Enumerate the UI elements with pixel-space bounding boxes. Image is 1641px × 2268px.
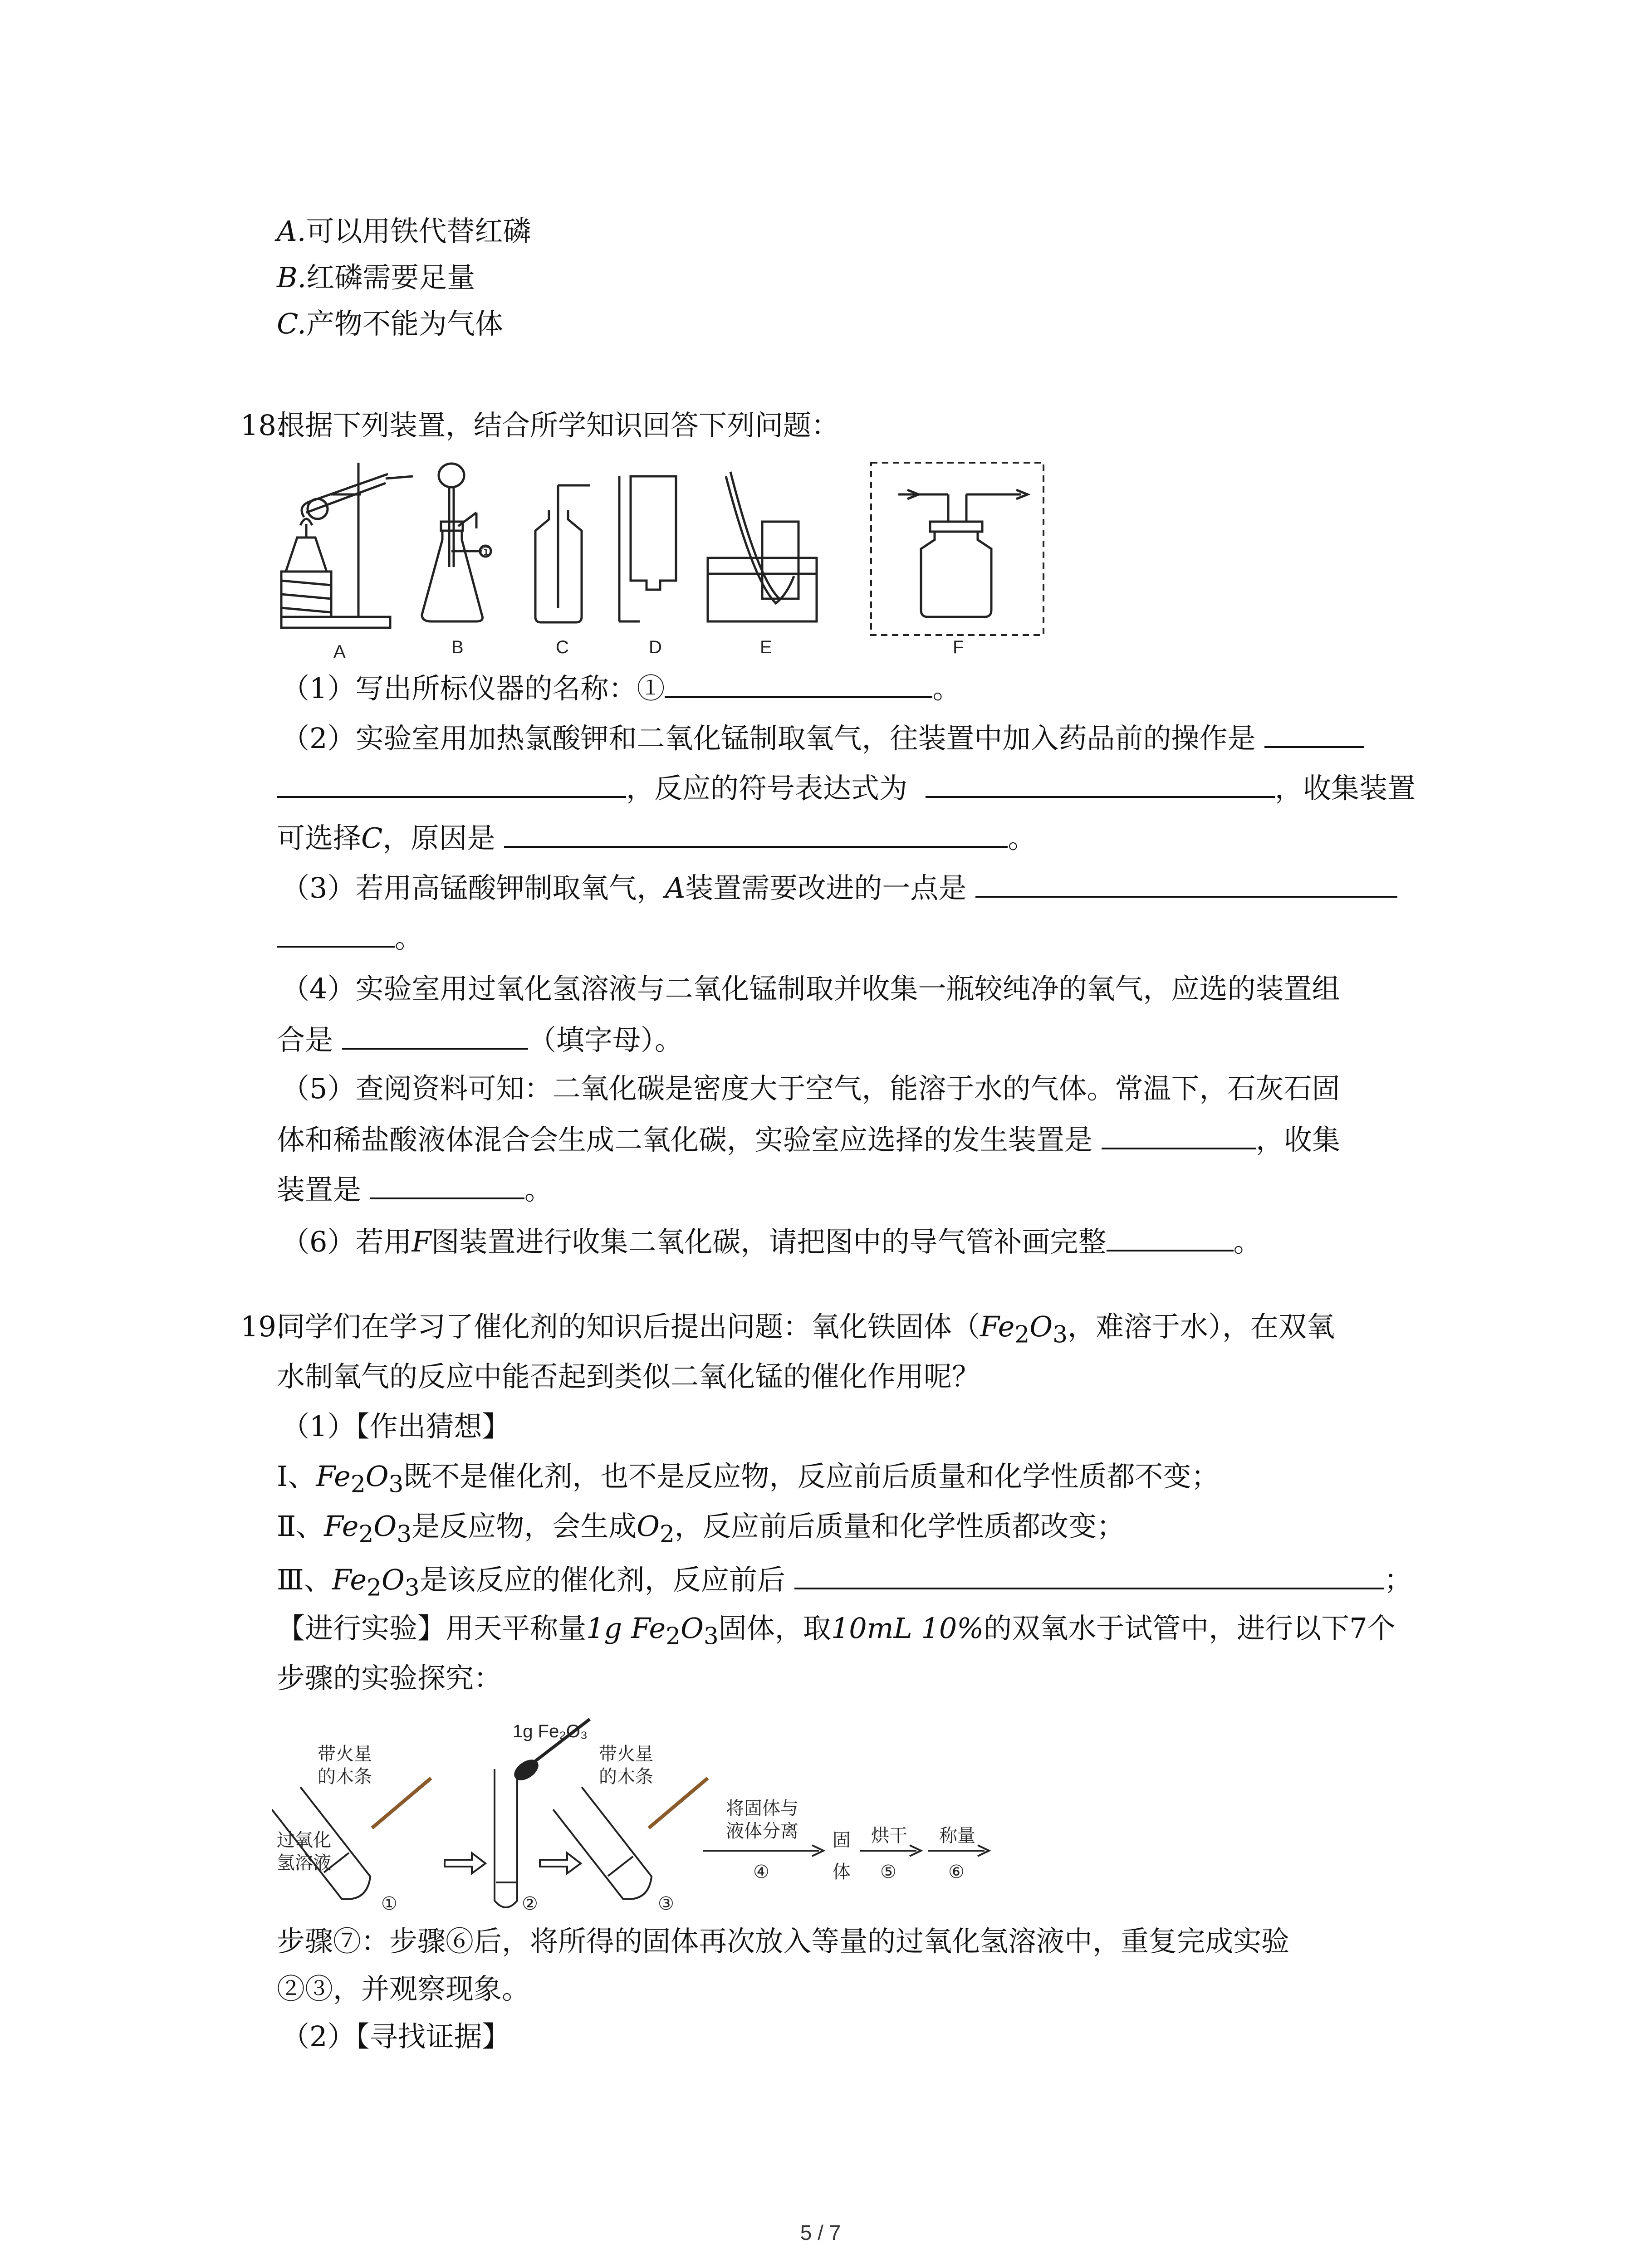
q18-part5-line2: 体和稀盐酸液体混合会生成二氧化碳，实验室应选择的发生装置是 ，收集 [277, 1120, 1340, 1158]
experiment-line1: 【进行实验】用天平称量1g $Fe_2O_3$固体，取10mL 10%的双氧水于试管中，进行以下7个 [277, 1612, 1396, 1650]
answer-blank[interactable] [1264, 719, 1364, 748]
apparatus-e [708, 472, 817, 621]
answer-blank[interactable] [926, 769, 1275, 798]
label-c: C [556, 637, 569, 657]
answer-blank[interactable] [1102, 1120, 1256, 1149]
fig-solid-b: 体 [833, 1862, 851, 1882]
fig-splint1-a: 带火星 [318, 1744, 372, 1764]
answer-blank[interactable] [504, 819, 1008, 848]
q19-line3: （1）【作出猜想】 [281, 1410, 510, 1443]
instrument-marker: ① [480, 545, 492, 560]
fig-h2o2-a: 过氧化 [277, 1830, 331, 1850]
apparatus-figure [272, 458, 1089, 671]
answer-blank[interactable] [975, 869, 1397, 898]
fig-step-5: ⑤ [880, 1862, 896, 1882]
apparatus-a [281, 463, 413, 628]
hypothesis-1: Ⅰ、$Fe_2O_3$既不是催化剂，也不是反应物，反应前后质量和化学性质都不变； [277, 1460, 1220, 1498]
question-18-stem: 根据下列装置，结合所学知识回答下列问题： [277, 409, 840, 442]
label-f: F [953, 637, 964, 657]
q18-part6: （6）若用F图装置进行收集二氧化碳，请把图中的导气管补画完整 。 [281, 1222, 1262, 1260]
fig-splint2-b: 的木条 [599, 1767, 653, 1787]
answer-blank[interactable] [665, 669, 932, 698]
label-d: D [649, 637, 662, 657]
label-a: A [333, 642, 346, 662]
q19-line1: 同学们在学习了催化剂的知识后提出问题：氧化铁固体（$Fe_2O_3$，难溶于水），在双氧 [277, 1310, 1335, 1349]
option-a: A.可以用铁代替红磷 [277, 215, 531, 248]
q19-part2: （2）【寻找证据】 [281, 2020, 510, 2053]
option-c: C.产物不能为气体 [277, 307, 503, 340]
label-b: B [451, 637, 464, 657]
answer-blank[interactable] [277, 919, 395, 948]
question-19-number: 19. [240, 1310, 285, 1343]
apparatus-f [871, 463, 1043, 635]
apparatus-d [619, 476, 676, 621]
answer-blank[interactable] [342, 1021, 528, 1050]
page-number: 5 / 7 [800, 2221, 841, 2244]
q19-line2: 水制氧气的反应中能否起到类似二氧化锰的催化作用呢？ [277, 1360, 980, 1393]
fig-separate-a: 将固体与 [726, 1799, 798, 1818]
answer-blank[interactable] [794, 1560, 1384, 1589]
q18-part2-line3: 可选择C，原因是 。 [277, 819, 1036, 856]
fig-dry: 烘干 [871, 1826, 907, 1846]
fig-step-3: ③ [658, 1894, 674, 1914]
fig-splint1-b: 的木条 [318, 1767, 372, 1787]
fig-h2o2-b: 氢溶液 [277, 1853, 331, 1873]
apparatus-b [422, 464, 491, 621]
fig-splint2-a: 带火星 [599, 1744, 653, 1764]
answer-blank[interactable] [1107, 1222, 1234, 1251]
fig-step-2: ② [522, 1894, 538, 1914]
answer-blank[interactable] [277, 769, 626, 798]
q18-part1: （1）写出所标仪器的名称：① 。 [281, 669, 960, 707]
q18-part3-line1: （3）若用高锰酸钾制取氧气，A装置需要改进的一点是 [281, 869, 1397, 906]
fig-reagent-label: 1g Fe₂O₃ [513, 1721, 588, 1741]
experiment-figure [272, 1710, 998, 1928]
q18-part5-line3: 装置是 。 [277, 1170, 553, 1208]
fig-separate-b: 液体分离 [726, 1821, 798, 1841]
answer-blank[interactable] [370, 1170, 524, 1199]
option-b: B.红磷需要足量 [277, 261, 475, 294]
experiment-line2: 步骤的实验探究： [277, 1662, 502, 1695]
q18-part2-line1: （2）实验室用加热氯酸钾和二氧化锰制取氧气，往装置中加入药品前的操作是 [281, 719, 1364, 757]
question-18-number: 18. [240, 409, 285, 442]
q18-part3-line2: 。 [277, 919, 423, 956]
apparatus-c [535, 485, 590, 622]
hypothesis-2: Ⅱ、$Fe_2O_3$是反应物，会生成$O_2$，反应前后质量和化学性质都改变； [277, 1510, 1125, 1548]
step7-line2: ②③，并观察现象。 [277, 1972, 530, 2005]
q18-part5-line1: （5）查阅资料可知：二氧化碳是密度大于空气，能溶于水的气体。常温下，石灰石固 [281, 1072, 1340, 1105]
fig-weigh: 称量 [939, 1826, 975, 1846]
q18-part2-line2: ，反应的符号表达式为 ，收集装置 [277, 769, 1416, 807]
fig-solid-a: 固 [833, 1830, 851, 1850]
q18-part4-line1: （4）实验室用过氧化氢溶液与二氧化锰制取并收集一瓶较纯净的氧气，应选的装置组 [281, 972, 1340, 1005]
hypothesis-3: Ⅲ、$Fe_2O_3$是该反应的催化剂，反应前后 ； [277, 1560, 1412, 1606]
label-e: E [760, 637, 772, 657]
q18-part4-line2: 合是 （填字母）。 [277, 1021, 683, 1058]
fig-step-4: ④ [753, 1862, 769, 1882]
fig-step-6: ⑥ [948, 1862, 965, 1882]
step7-line1: 步骤⑦：步骤⑥后，将所得的固体再次放入等量的过氧化氢溶液中，重复完成实验 [277, 1925, 1290, 1958]
fig-step-1: ① [381, 1894, 397, 1914]
